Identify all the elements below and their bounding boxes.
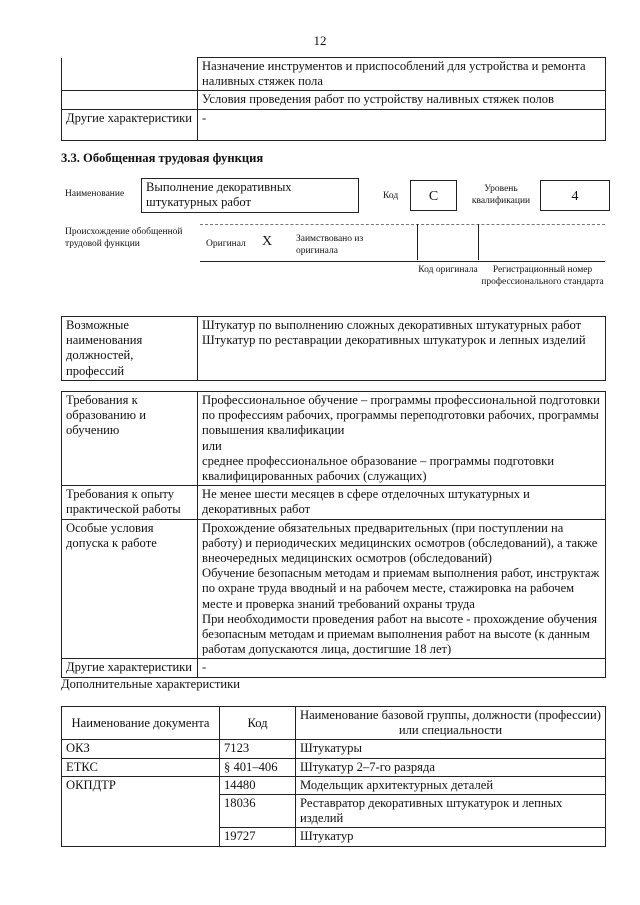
table-cell: 18036 bbox=[220, 795, 296, 828]
table-cell: ЕТКС bbox=[62, 758, 220, 776]
table-cell bbox=[62, 795, 220, 828]
table-cell: - bbox=[198, 659, 606, 677]
position-line: Штукатур по выполнению сложных декоративных штукатурных работ bbox=[202, 318, 582, 332]
table-cell: Условия проведения работ по устройству наливных стяжек полов bbox=[198, 91, 606, 109]
table-row bbox=[62, 519, 606, 659]
table-cell: Другие характеристики bbox=[62, 659, 198, 677]
table-cell bbox=[62, 828, 220, 846]
name-value: Выполнение декоративных штукатурных работ bbox=[141, 178, 359, 213]
table-row bbox=[62, 776, 606, 794]
requirements-table bbox=[61, 391, 606, 678]
borrowed-label: Заимствовано из оригинала bbox=[296, 234, 364, 256]
table-row bbox=[62, 659, 606, 677]
table-cell: Особые условия допуска к работе bbox=[62, 519, 198, 659]
requirement-line: При необходимости проведения работ на высоте - прохождение обучения безопасным методам и приемам выполнения работ на высоте (к данным работам допускаются лица, достигшие 18 лет) bbox=[202, 611, 598, 657]
section-title: 3.3. Обобщенная трудовая функция bbox=[61, 151, 264, 165]
table-cell bbox=[198, 519, 606, 659]
reg-caption: Регистрационный номер профессионального стандарта bbox=[481, 265, 604, 287]
table-row bbox=[62, 795, 606, 828]
table-row bbox=[62, 486, 606, 519]
column-header: Наименование базовой группы, должности (профессии) или специальности bbox=[296, 707, 606, 740]
additional-table bbox=[61, 706, 606, 847]
table-row bbox=[62, 740, 606, 758]
table-cell bbox=[198, 392, 606, 486]
table-cell: Штукатур bbox=[296, 828, 606, 846]
column-header: Наименование документа bbox=[62, 707, 220, 740]
column-header: Код bbox=[220, 707, 296, 740]
table-header-row bbox=[62, 707, 606, 740]
table-row bbox=[62, 58, 606, 91]
table-cell: Другие характеристики bbox=[62, 109, 198, 140]
origin-label: Происхождение обобщенной трудовой функции bbox=[65, 227, 183, 249]
additional-title: Дополнительные характеристики bbox=[61, 677, 240, 691]
table-cell: Модельщик архитектурных деталей bbox=[296, 776, 606, 794]
original-mark: X bbox=[262, 234, 273, 249]
table-cell: Требования к опыту практической работы bbox=[62, 486, 198, 519]
divider bbox=[478, 224, 479, 260]
table-cell: 7123 bbox=[220, 740, 296, 758]
table-row bbox=[62, 91, 606, 109]
table-cell: 19727 bbox=[220, 828, 296, 846]
requirement-line: среднее профессиональное образование – программы подготовки квалифицированных рабочих (служащих) bbox=[202, 453, 555, 484]
requirement-line: Прохождение обязательных предварительных (при поступлении на работу) и периодических медицинских осмотров (обследований), а также внеочередных медицинских осмотров (обследований) bbox=[202, 520, 598, 566]
table-cell: Требования к образованию и обучению bbox=[62, 392, 198, 486]
table-cell: 14480 bbox=[220, 776, 296, 794]
table-cell: Назначение инструментов и приспособлений для устройства и ремонта наливных стяжек пола bbox=[198, 58, 606, 91]
divider bbox=[417, 224, 418, 260]
table-cell: Реставратор декоративных штукатурок и лепных изделий bbox=[296, 795, 606, 828]
code-value: C bbox=[410, 180, 457, 211]
table-row bbox=[62, 109, 606, 140]
positions-table bbox=[61, 316, 606, 381]
table-cell: ОКЗ bbox=[62, 740, 220, 758]
code-caption: Код оригинала bbox=[418, 265, 478, 275]
name-label: Наименование bbox=[65, 189, 125, 199]
table-cell: Штукатуры bbox=[296, 740, 606, 758]
table-row bbox=[62, 392, 606, 486]
table-cell: § 401–406 bbox=[220, 758, 296, 776]
table-row bbox=[62, 758, 606, 776]
original-label: Оригинал bbox=[206, 239, 246, 249]
code-label: Код bbox=[383, 191, 399, 201]
table-cell: Штукатур 2–7-го разряда bbox=[296, 758, 606, 776]
level-value: 4 bbox=[540, 180, 610, 211]
table-row bbox=[62, 828, 606, 846]
table-cell bbox=[198, 317, 606, 381]
requirement-line: Обучение безопасным методам и приемам выполнения работ, инструктаж по охране труда вводный и на рабочем месте, стажировка на рабочем месте и проверка знаний требований охраны труда bbox=[202, 566, 600, 611]
table-cell: ОКПДТР bbox=[62, 776, 220, 794]
level-label: Уровень квалификации bbox=[471, 184, 531, 206]
position-line: Штукатур по реставрации декоративных штукатурок и лепных изделий bbox=[202, 333, 586, 348]
table-cell: Возможные наименования должностей, профессий bbox=[62, 317, 198, 381]
requirement-line: Профессиональное обучение – программы профессиональной подготовки по профессиям рабочих, программы переподготовки рабочих, программы повышения квалификации bbox=[202, 393, 600, 438]
requirement-line: Не менее шести месяцев в сфере отделочных штукатурных и декоративных работ bbox=[202, 487, 530, 517]
table-cell: - bbox=[198, 109, 606, 140]
page-number: 12 bbox=[313, 33, 327, 48]
table-row bbox=[62, 317, 606, 381]
requirement-line: или bbox=[202, 438, 222, 453]
table-cell bbox=[198, 486, 606, 519]
top-table bbox=[61, 57, 606, 141]
